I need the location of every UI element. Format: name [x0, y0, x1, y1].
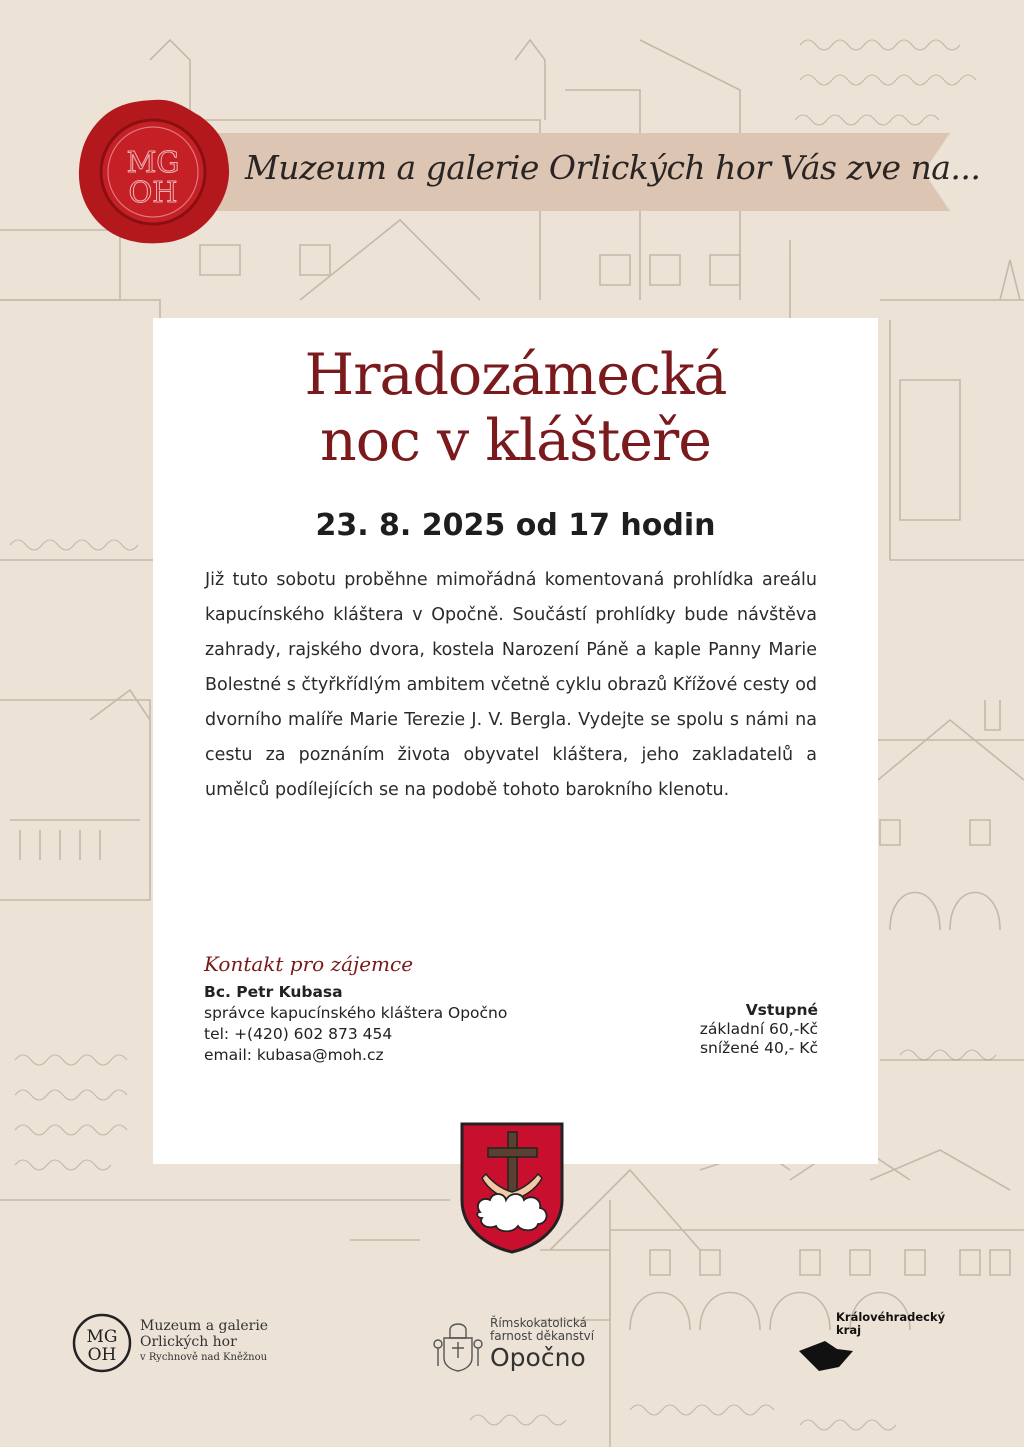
- fees-heading: Vstupné: [745, 1001, 818, 1019]
- contact-name: Bc. Petr Kubasa: [204, 983, 343, 1001]
- parish-emblem-icon: [430, 1318, 486, 1372]
- region-logo-text: [836, 1311, 945, 1337]
- svg-text:OH: OH: [87, 1345, 117, 1365]
- banner-text: Muzeum a galerie Orlických hor Vás zve na...: [245, 148, 981, 187]
- parish-logo-line-1: Římskokatolická: [490, 1316, 587, 1330]
- contact-phone: tel: +(420) 602 873 454: [204, 1025, 393, 1043]
- contact-block: [204, 982, 604, 1066]
- fee-basic: základní 60,-Kč: [699, 1020, 818, 1038]
- region-logo-line-2: kraj: [836, 1323, 862, 1337]
- museum-logo-line-1: Muzeum a galerie: [140, 1318, 269, 1334]
- wax-seal-logo: [74, 96, 232, 246]
- contact-email: email: kubasa@moh.cz: [204, 1046, 384, 1064]
- event-description: Již tuto sobotu proběhne mimořádná komentovaná prohlídka areálu kapucínského kláštera v Opočně. Součástí prohlídky bude návštěva zahrady, rajského dvora, kostela Narození Páně a kaple Panny Marie Bolestné s čtyřkřídlým ambitem včetně cyklu obrazů Křížové cesty od dvorního malíře Marie Terezie J. V. Bergla. Vydejte se spolu s námi na cestu za poznáním života obyvatel kláštera, jeho zakladatelů a umělců podílejících se na podobě tohoto barokního klenotu.: [205, 570, 818, 800]
- event-title: [153, 342, 878, 474]
- region-logo-icon: [797, 1337, 857, 1373]
- coat-of-arms-opocno: [458, 1120, 566, 1254]
- parish-logo-line-3: Opočno: [490, 1343, 586, 1372]
- region-logo-line-1: Královéhradecký: [836, 1310, 946, 1324]
- event-title-line-2: noc v klášteře: [319, 408, 711, 474]
- contact-role: správce kapucínského kláštera Opočno: [204, 1004, 508, 1022]
- museum-logo-icon: [72, 1313, 132, 1373]
- event-date: 23. 8. 2025 od 17 hodin: [315, 508, 716, 543]
- seal-text-bottom: OH: [128, 175, 178, 209]
- event-card: [153, 318, 878, 1164]
- museum-logo-line-3: v Rychnově nad Kněžnou: [140, 1352, 268, 1363]
- parish-logo-text: [490, 1317, 594, 1373]
- svg-text:MG: MG: [86, 1327, 118, 1347]
- contact-heading: Kontakt pro zájemce: [204, 952, 414, 976]
- fees-block: [568, 1001, 818, 1058]
- fee-reduced: snížené 40,- Kč: [699, 1039, 818, 1057]
- museum-logo-text: [140, 1318, 268, 1366]
- event-title-line-1: Hradozámecká: [304, 342, 727, 408]
- seal-text-top: MG: [126, 145, 180, 179]
- museum-logo-line-2: Orlických hor: [140, 1334, 237, 1350]
- parish-logo-line-2: farnost děkanství: [490, 1329, 595, 1343]
